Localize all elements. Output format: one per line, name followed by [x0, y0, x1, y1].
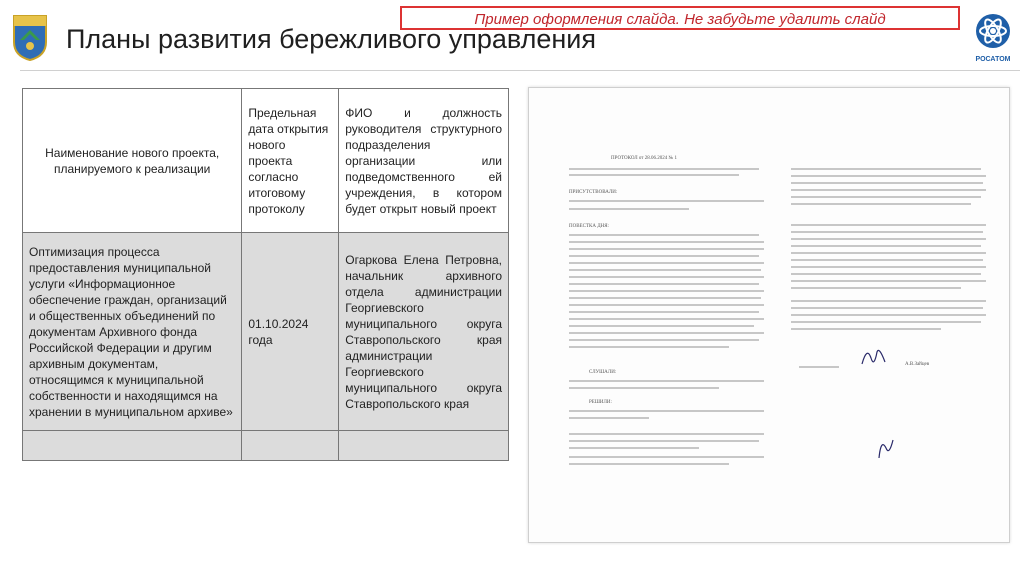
protocol-scan-image: [528, 87, 1010, 543]
header-responsible: ФИО и должность руководителя структурного подразделения организации или подведомственного ей учреждения, в котором будет открыт новый проект: [339, 89, 509, 233]
cell-deadline: [242, 431, 339, 461]
delete-slide-notice: Пример оформления слайда. Не забудьте удалить слайд: [400, 6, 960, 30]
cell-project: Оптимизация процесса предоставления муниципальной услуги «Информационное обеспечение граждан, организаций и общественных объединений по документам Архивного фонда Российской Федерации и другим архивным документам, относящимся к муниципальной собственности и находящимся на хранении в муниципальном архиве»: [23, 233, 242, 431]
table-row: [23, 233, 509, 431]
page-title: Планы развития бережливого управления: [66, 24, 596, 54]
rosatom-logo: [968, 12, 1018, 64]
atom-icon: [974, 12, 1012, 50]
scan-decided-label: РЕШИЛИ:: [589, 400, 612, 405]
scan-present-label: ПРИСУТСТВОВАЛИ:: [569, 190, 618, 195]
cell-responsible: [339, 431, 509, 461]
coat-of-arms-icon: [10, 12, 50, 62]
scan-agenda-label: ПОВЕСТКА ДНЯ:: [569, 224, 609, 229]
table-row: [23, 431, 509, 461]
header-project: Наименование нового проекта, планируемого к реализации: [23, 89, 242, 233]
signature-icon: [859, 344, 889, 370]
scan-signature-name: А.В.Зайцев: [905, 362, 930, 367]
cell-deadline: 01.10.2024 года: [242, 233, 339, 431]
rosatom-logo-label: РОСАТОМ: [975, 56, 1011, 63]
table-header-row: [23, 89, 509, 233]
projects-table: [22, 88, 509, 461]
signature-icon: [875, 434, 897, 462]
header-divider: [20, 70, 1020, 71]
header-deadline: Предельная дата открытия нового проекта согласно итоговому протоколу: [242, 89, 339, 233]
scan-heard-label: СЛУШАЛИ:: [589, 370, 617, 375]
cell-project: [23, 431, 242, 461]
cell-responsible: Огаркова Елена Петровна, начальник архивного отдела администрации Георгиевского муниципального округа Ставропольского края администрации Георгиевского муниципального округа Ставропольского края: [339, 233, 509, 431]
scan-heading: ПРОТОКОЛ от 28.06.2024 № 1: [611, 156, 678, 161]
